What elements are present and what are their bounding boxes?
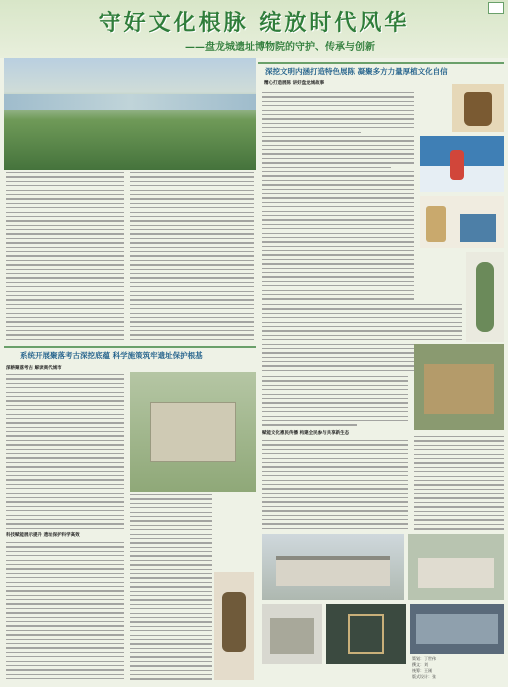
section1-heading: 深挖文明内涵打造特色展陈 凝聚多方力量厚植文化自信 (265, 67, 448, 76)
exhibit-activity-photo (420, 196, 504, 248)
credit-line: 版式设计：张 (412, 674, 436, 679)
credit-line: 统筹：王刚 (412, 668, 432, 673)
section2-text-col-b (130, 494, 212, 682)
sub-title: ——盘龙城遗址博物院的守护、传承与创新 (185, 42, 375, 53)
section2-rule (4, 346, 256, 348)
masthead (0, 0, 508, 58)
credits-block (412, 656, 504, 680)
intro-text-col-b (130, 172, 254, 340)
section2-text-col-c (6, 542, 124, 682)
vertical-caption (246, 604, 252, 678)
children-activity-photo (420, 136, 504, 192)
intro-text-col-a (6, 172, 124, 340)
section1-text-col-c (262, 376, 408, 426)
credit-line: 撰文：刘 (412, 662, 428, 667)
credit-line: 策划：丁世伟 (412, 656, 436, 661)
lake-water (4, 94, 256, 110)
section2-heading: 系统开展聚落考古深挖底蕴 科学施策筑牢遗址保护根基 (20, 351, 203, 360)
section3-subhead: 赋能文化惠民传播 构建全民参与共享新生态 (262, 431, 350, 436)
museum-exterior-photo (408, 534, 504, 600)
section3-text-col-b (414, 436, 504, 530)
exhibit-hall-photo-c (410, 604, 504, 654)
excavation-site-photo (414, 344, 504, 430)
main-title: 守好文化根脉 绽放时代风华 (98, 11, 410, 36)
section1-rule (258, 62, 504, 64)
bronze-artifact-photo (452, 84, 504, 132)
site-overview-photo (130, 372, 256, 492)
section1-text-col-a (262, 92, 414, 302)
section2-subhead-1: 深耕聚落考古 解读商代城市 (6, 366, 62, 371)
museum-building-photo (262, 534, 404, 600)
vertical-figure-photo (466, 252, 504, 342)
section2-subhead-2: 科技赋能展示提升 遗址保护科学高效 (6, 533, 80, 538)
section2-text-col-a (6, 374, 124, 530)
corner-stamp-icon (488, 2, 504, 14)
exhibit-hall-photo-b (326, 604, 406, 664)
section1-subhead: 精心打造展陈 讲好盘龙城故事 (264, 81, 325, 86)
section3-text-col-a (262, 440, 408, 530)
aerial-photo (4, 58, 256, 170)
exhibit-hall-photo-a (262, 604, 322, 664)
